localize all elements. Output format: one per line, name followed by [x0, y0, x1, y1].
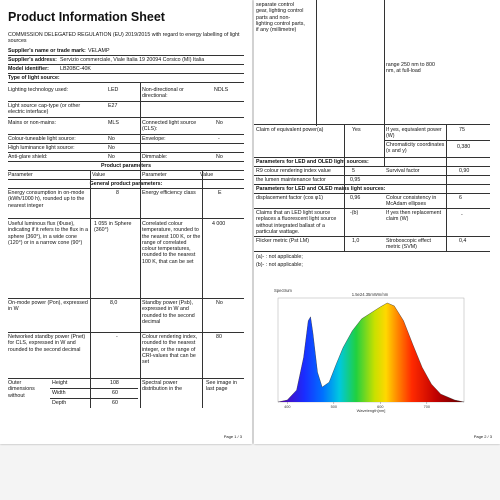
- flicker-label: Flicker metric (Pst LM): [256, 238, 309, 244]
- luminous-flux-label: Useful luminous flux (Φuse), indicating if it refers to the flux in a sphere (360°), in a wide cone (120°) or in a narrow cone (90°): [8, 221, 89, 246]
- page-1: [0, 0, 252, 444]
- claims-replace-label: Claims that an LED light source replaces a fluorescent light source without integrated ballast of a particular wattage.: [256, 210, 337, 235]
- spectral-value: See image in last page: [206, 380, 237, 393]
- chromaticity-value: 0,380: [457, 144, 471, 150]
- dim-height-label: Height: [52, 380, 68, 386]
- cct-value: 4 000: [212, 221, 226, 227]
- stroboscopic-value: 0,4: [459, 238, 467, 244]
- x-tick-label: 600: [377, 405, 384, 409]
- energy-class-label: Energy efficiency class: [142, 190, 196, 196]
- x-tick-label: 400: [284, 405, 291, 409]
- regulation-text: COMMISSION DELEGATED REGULATION (EU) 2019/2015 with regard to energy labelling of light sources: [8, 32, 240, 45]
- type-row-value: No: [108, 154, 115, 160]
- type-row-label: Connected light source (CLS):: [142, 120, 197, 133]
- page-number: Page 2 / 3: [473, 434, 492, 439]
- supplier-name: VELAMP: [88, 48, 110, 54]
- dim-depth-label: Depth: [52, 400, 67, 406]
- equivalent-power-value: 75: [459, 127, 465, 133]
- luminous-flux-value: 1 055 in Sphere (360°): [94, 221, 132, 234]
- type-row-value: MLS: [108, 120, 119, 126]
- chart-title: 1.5e24.35mWm/nm: [351, 292, 389, 297]
- type-row-label: Colour-tuneable light source:: [8, 136, 76, 142]
- footnote-b: (b)- : not applicable;: [256, 262, 303, 268]
- type-row-value: -: [218, 136, 220, 142]
- chromaticity-label: Chromaticity coordinates (x and y): [386, 142, 445, 155]
- col-value: Value: [200, 172, 214, 178]
- cri-value: 80: [216, 334, 222, 340]
- product-params-header: Product parameters: [100, 163, 152, 169]
- outer-dimensions-label: Outer dimensions without: [8, 380, 35, 399]
- claim-equivalent-label: Claim of equivalent power(a): [256, 127, 324, 133]
- stroboscopic-label: Stroboscopic effect metric (SVM): [386, 238, 431, 251]
- spectrum-chart: [270, 284, 470, 416]
- replacement-claim-label: If yes then replacement claim (W): [386, 210, 442, 223]
- claims-replace-value: -(b): [350, 210, 359, 216]
- col-parameter: Parameter: [142, 172, 167, 178]
- lumen-maintenance-value: 0,95: [350, 177, 361, 183]
- type-row-label: Light source cap-type (or other electric interface): [8, 103, 81, 116]
- networked-standby-value: -: [116, 334, 118, 340]
- footnote-a: (a)- : not applicable;: [256, 254, 303, 260]
- top-continuation-label: separate control gear, lighting control parts and non-lighting control parts, if any (millimetre): [256, 2, 305, 34]
- spectrum-area: [278, 303, 464, 402]
- survival-factor-value: 0,90: [459, 168, 470, 174]
- type-row-value: No: [216, 120, 223, 126]
- type-row-value: LED: [108, 87, 119, 93]
- equivalent-power-label: If yes, equivalent power (W): [386, 127, 442, 140]
- col-parameter: Parameter: [8, 172, 33, 178]
- displacement-factor-label: displacement factor (cos φ1): [256, 195, 324, 201]
- mains-params-header: Parameters for LED and OLED mains light sources:: [256, 186, 386, 192]
- replacement-claim-value: -: [461, 212, 463, 218]
- general-params-header: General product parameters:: [89, 181, 163, 187]
- type-row-label: Envelope:: [142, 136, 166, 142]
- col-value: Value: [92, 172, 106, 178]
- dim-height-value: 108: [110, 380, 119, 386]
- cri-label: Colour rendering index, rounded to the nearest integer, or the range of CRI-values that can be set: [142, 334, 198, 366]
- on-mode-power-value: 8,0: [110, 300, 118, 306]
- standby-power-label: Standby power (Psb), expressed in W and rounded to the second decimal: [142, 300, 195, 325]
- r9-label: R9 colour rendering index value: [256, 168, 331, 174]
- dim-width-value: 60: [112, 390, 118, 396]
- type-row-label: Mains or non-mains:: [8, 120, 56, 126]
- page-number: Page 1 / 3: [223, 434, 242, 439]
- spectral-label: Spectral power distribution in the: [142, 380, 183, 393]
- type-row-label: Dimmable:: [142, 154, 168, 160]
- survival-factor-label: Survival factor: [386, 168, 420, 174]
- claim-equivalent-value: Yes: [352, 127, 361, 133]
- led-params-header: Parameters for LED and OLED light sources:: [256, 159, 369, 165]
- type-row-value: No: [216, 154, 223, 160]
- type-row-value: NDLS: [214, 87, 229, 93]
- dim-depth-value: 60: [112, 400, 118, 406]
- dim-width-label: Width: [52, 390, 66, 396]
- x-tick-label: 500: [330, 405, 337, 409]
- x-tick-label: 700: [423, 405, 430, 409]
- type-label: Type of light source:: [8, 75, 60, 81]
- top-continuation-value: range 250 nm to 800 nm, at full-load: [386, 62, 435, 75]
- supplier-address-label: Supplier's address:: [8, 57, 57, 63]
- energy-consumption-label: Energy consumption in on-mode (kWh/1000 h), rounded up to the nearest integer: [8, 190, 85, 209]
- standby-power-value: No: [216, 300, 223, 306]
- displacement-factor-value: 0,96: [350, 195, 361, 201]
- type-row-label: High luminance light source:: [8, 145, 75, 151]
- type-row-value: No: [108, 136, 115, 142]
- colour-consistency-value: 6: [459, 195, 462, 201]
- type-row-value: No: [108, 145, 115, 151]
- type-row-label: Non-directional or directional:: [142, 87, 184, 100]
- on-mode-power-label: On-mode power (Pon), expressed in W: [8, 300, 88, 313]
- lumen-maintenance-label: the lumen maintenance factor: [256, 177, 326, 183]
- chart-ylabel: Spectrum: [274, 288, 292, 293]
- type-row-label: Lighting technology used:: [8, 87, 69, 93]
- supplier-address: Servizio commerciale, Viale Italia 19 20094 Corsico (MI) Italia: [60, 57, 205, 63]
- supplier-name-label: Supplier's name or trade mark:: [8, 48, 86, 54]
- chart-xlabel: Wavelength[nm]: [356, 408, 386, 413]
- energy-consumption-value: 8: [116, 190, 119, 196]
- type-row-value: E27: [108, 103, 118, 109]
- r9-value: 5: [352, 168, 355, 174]
- page-2: [254, 0, 500, 444]
- energy-class-value: E: [218, 190, 222, 196]
- model-label: Model identifier:: [8, 66, 49, 72]
- cct-label: Correlated colour temperature, rounded to the nearest 100 K, or the range of correlated colour temperatures, rounded to the nearest 100 K, that can be set: [142, 221, 201, 265]
- flicker-value: 1,0: [352, 238, 360, 244]
- networked-standby-label: Networked standby power (Pnet) for CLS, expressed in W and rounded to the second decimal: [8, 334, 86, 353]
- page-title: Product Information Sheet: [8, 10, 165, 24]
- model-value: LB20BC-40K: [60, 66, 91, 72]
- colour-consistency-label: Colour consistency in McAdam ellipses: [386, 195, 437, 208]
- type-row-label: Anti-glare shield:: [8, 154, 48, 160]
